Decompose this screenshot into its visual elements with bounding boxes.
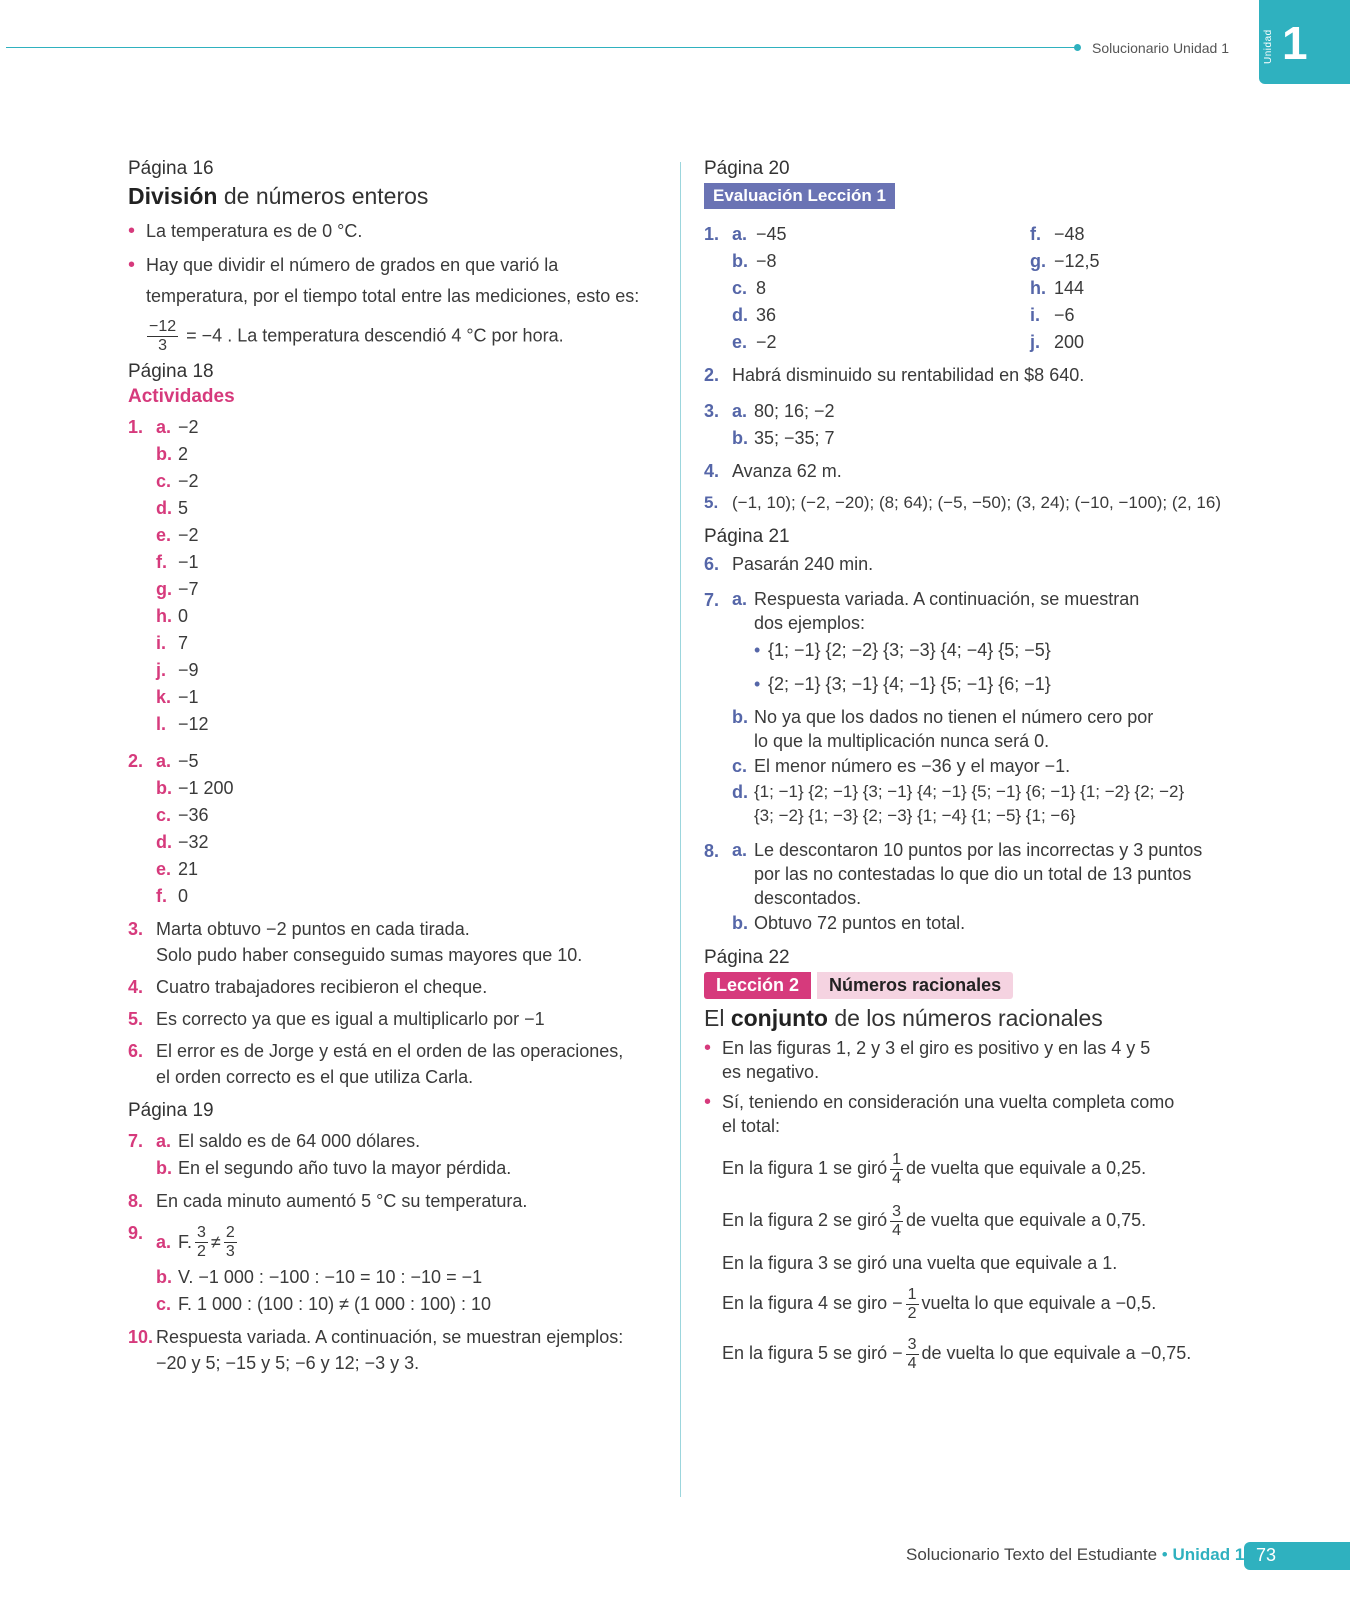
page-label: Página 19 — [128, 1100, 214, 1121]
question-6: 6. El error es de Jorge y está en el orden de las operaciones, el orden correcto es el que utiliza Carla. — [128, 1041, 624, 1087]
lesson-banner — [704, 972, 1244, 999]
bullet-item: • La temperatura es de 0 °C. — [128, 218, 658, 244]
page-label: Página 18 — [128, 361, 214, 382]
question-3: 3. a. 80; 16; −2 b. 35; −35; 7 — [704, 401, 835, 448]
fraction: $\frac{2}{3}$ — [225, 1223, 235, 1260]
example-item: • {2; −1} {3; −1} {4; −1} {5; −1} {6; −1} — [754, 669, 1139, 699]
answer-item: i. −6 — [1030, 305, 1075, 325]
question-1-grid: 1. a. −45 f. −48 b. −8 g. −12,5 c. 8 h. 144 d. 36 i. −6 e. −2 j. 200 — [704, 221, 1244, 356]
evaluation-badge: Evaluación Lección 1 — [704, 183, 895, 209]
fraction: $\frac{3}{2}$ — [197, 1223, 206, 1260]
answer-item: a. −2 — [156, 417, 199, 437]
page-number: 73 — [1244, 1542, 1350, 1570]
answer-item: g. −7 — [156, 579, 199, 599]
fraction: $\frac{-12}{3}$ — [149, 318, 177, 354]
lesson-name: Números racionales — [817, 972, 1013, 999]
answer-item: e. −2 — [732, 332, 777, 352]
answer-item: b. −1 200 — [156, 778, 234, 798]
answer-item: a. −45 — [732, 224, 787, 244]
answer-item: d. 5 — [156, 498, 189, 518]
answer-item: f. −1 — [156, 552, 199, 572]
question-9: 9. a. F. $\frac{3}{2}$ ≠ $\frac{2}{3}$ b. V. −1 000 : −100 : −10 = 10 : −10 = −1 c. F. 1 000 : (100 : 10) ≠ (1 000 : 100) : 10 — [128, 1223, 492, 1314]
bullet-item: • En las figuras 1, 2 y 3 el giro es positivo y en las 4 y 5 es negativo. — [704, 1036, 1244, 1084]
answer-item: c. −36 — [156, 805, 209, 825]
question-4: 4. Cuatro trabajadores recibieron el cheque. — [128, 977, 488, 997]
question-2: 2. a. −5 b. −1 200 c. −36 d. −32 e. 21 f. 0 — [128, 748, 658, 910]
answer-item: f. 0 — [156, 886, 189, 906]
answer-item: b. 2 — [156, 444, 189, 464]
activities-heading: Actividades — [128, 386, 235, 407]
figure-line: En la figura 5 se giró − $\frac{3}{4}$ de vuelta lo que equivale a −0,75. — [722, 1335, 1192, 1372]
question-7: 7. a. El saldo es de 64 000 dólares. b. En el segundo año tuvo la mayor pérdida. — [128, 1131, 512, 1178]
answer-item: j. 200 — [1030, 332, 1085, 352]
bullet-item: • Sí, teniendo en consideración una vuelta completa como el total: — [704, 1090, 1244, 1138]
left-column — [128, 158, 658, 1376]
question-1: 1. a. −2 b. 2 c. −2 d. 5 e. −2 f. −1 g. −7 h. 0 i. 7 j. −9 k. −1 l. −12 — [128, 414, 658, 738]
answer-item: a. −5 — [156, 751, 199, 771]
answer-item: c. 8 — [732, 278, 767, 298]
column-divider — [680, 162, 681, 1497]
page-label: Página 16 — [128, 158, 214, 179]
page-label: Página 20 — [704, 158, 790, 179]
answer-item: e. −2 — [156, 525, 199, 545]
figure-line: En la figura 1 se giró $\frac{1}{4}$ de vuelta que equivale a 0,25. — [722, 1150, 1147, 1187]
question-5: 5. (−1, 10); (−2, −20); (8; 64); (−5, −50); (3, 24); (−10, −100); (2, 16) — [704, 493, 1222, 512]
answer-item: c. −2 — [156, 471, 199, 491]
question-3: 3. Marta obtuvo −2 puntos en cada tirada. Solo pudo haber conseguido sumas mayores que 10. — [128, 919, 583, 965]
question-5: 5. Es correcto ya que es igual a multiplicarlo por −1 — [128, 1009, 545, 1029]
answer-item: h. 144 — [1030, 278, 1085, 298]
unit-tab-number: 1 — [1282, 17, 1308, 69]
unit-tab-label: Unidad — [1263, 29, 1274, 64]
figure-line: En la figura 4 se giro − $\frac{1}{2}$ vuelta lo que equivale a −0,5. — [722, 1285, 1157, 1322]
answer-item: k. −1 — [156, 687, 199, 707]
fraction-line: $\frac{-12}{3}$ = −4 . La temperatura descendió 4 °C por hora. — [149, 318, 564, 354]
lesson-badge: Lección 2 — [704, 972, 811, 999]
figure-line: En la figura 3 se giró una vuelta que equivale a 1. — [722, 1253, 1118, 1273]
header-dot — [1074, 44, 1081, 51]
example-item: • {1; −1} {2; −2} {3; −3} {4; −4} {5; −5} — [754, 635, 1139, 665]
answer-item: h. 0 — [156, 606, 189, 626]
question-6: 6. Pasarán 240 min. — [704, 554, 874, 574]
question-4: 4. Avanza 62 m. — [704, 461, 842, 481]
section-title: El conjunto de los números racionales — [704, 1005, 1103, 1031]
question-8: 8. a. Le descontaron 10 puntos por las incorrectas y 3 puntos por las no contestadas lo que dio un total de 13 puntos descontados. b. Obtuvo 72 puntos en total. — [704, 840, 1203, 933]
question-7: 7. a. Respuesta variada. A continuación, se muestran dos ejemplos: • {1; −1} {2; −2} {3; −3} {4; −4} {5; −5} • {2; −1} {3; −1} {4; −1} {5; −1} {6; −1} b. No ya que los dados no tienen el número cero por lo que la multiplicación nunca será 0. c. El menor número es −36 y el mayor −1. d. {1; −1} {2; −1} {3; −1} {4; −1} {5; −1} {6; −1} {1; −2} {2; −2} {3; −2} {1; −3} {2; −3} {1; −4} {1; −5} {1; −6} — [704, 587, 1244, 828]
question-10: 10. Respuesta variada. A continuación, se muestran ejemplos: −20 y 5; −15 y 5; −6 y 12; −3 y 3. — [128, 1327, 624, 1373]
answer-item: e. 21 — [156, 859, 199, 879]
right-column — [704, 158, 1244, 1378]
answer-item: f. −48 — [1030, 224, 1085, 244]
header-rule — [6, 47, 1076, 48]
question-2: 2. Habrá disminuido su rentabilidad en $8 640. — [704, 365, 1085, 385]
footer-text: Solucionario Texto del Estudiante • Unidad 1 — [906, 1545, 1245, 1564]
section-title: División de números enteros — [128, 183, 429, 209]
bullet-item: • Hay que dividir el número de grados en que varió la temperatura, por el tiempo total entre las mediciones, esto es: — [128, 250, 658, 312]
page-label: Página 22 — [704, 947, 790, 968]
answer-item: g. −12,5 — [1030, 251, 1100, 271]
question-8: 8. En cada minuto aumentó 5 °C su temperatura. — [128, 1191, 528, 1211]
answer-item: j. −9 — [156, 660, 199, 680]
figure-line: En la figura 2 se giró $\frac{3}{4}$ de vuelta que equivale a 0,75. — [722, 1202, 1147, 1239]
answer-item: d. −32 — [156, 832, 209, 852]
answer-item: l. −12 — [156, 714, 209, 734]
page-label: Página 21 — [704, 526, 790, 547]
answer-item: d. 36 — [732, 305, 777, 325]
header-title: Solucionario Unidad 1 — [1092, 40, 1229, 56]
answer-item: i. 7 — [156, 633, 189, 653]
answer-item: b. −8 — [732, 251, 777, 271]
